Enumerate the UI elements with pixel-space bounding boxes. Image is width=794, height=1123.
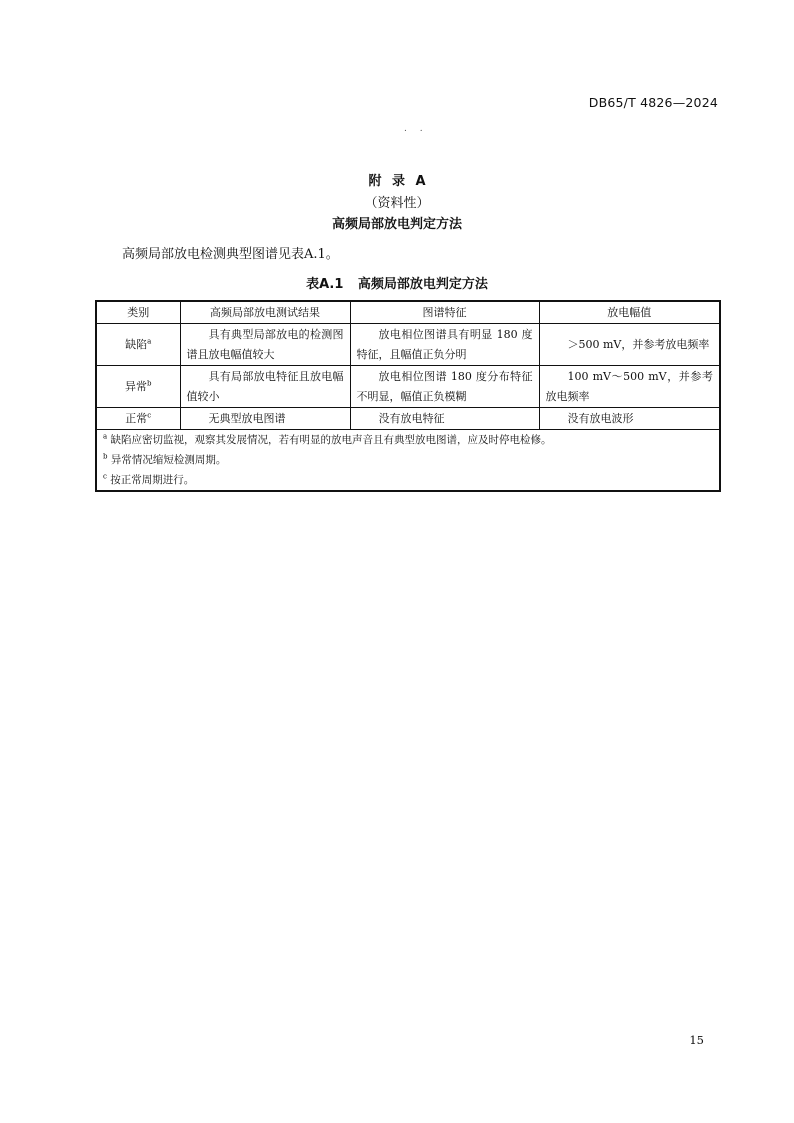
note-mark: c bbox=[103, 472, 107, 481]
cell-feature: 放电相位图谱 180 度分布特征不明显，幅值正负模糊 bbox=[350, 366, 539, 408]
table-row-normal bbox=[96, 408, 720, 430]
table-header-row bbox=[96, 301, 720, 324]
table-notes bbox=[96, 430, 720, 492]
cell-result: 具有局部放电特征且放电幅值较小 bbox=[180, 366, 350, 408]
cell-type bbox=[96, 366, 180, 408]
footnote-mark: c bbox=[147, 410, 152, 419]
table-note bbox=[103, 450, 713, 470]
discharge-judgment-table bbox=[95, 300, 721, 492]
note-text: 按正常周期进行。 bbox=[110, 474, 195, 486]
type-text: 缺陷 bbox=[125, 337, 148, 351]
cell-result: 具有典型局部放电的检测图谱且放电幅值较大 bbox=[180, 324, 350, 366]
footnote-mark: b bbox=[147, 378, 152, 387]
document-code: DB65/T 4826—2024 bbox=[588, 95, 718, 110]
intro-paragraph: 高频局部放电检测典型图谱见表A.1。 bbox=[122, 247, 339, 262]
top-marks: . . bbox=[404, 124, 428, 134]
table-caption: 表A.1 高频局部放电判定方法 bbox=[306, 277, 488, 292]
note-mark: a bbox=[103, 432, 108, 441]
note-text: 异常情况缩短检测周期。 bbox=[110, 454, 227, 466]
cell-feature: 放电相位图谱具有明显 180 度特征，且幅值正负分明 bbox=[350, 324, 539, 366]
header-type: 类别 bbox=[96, 301, 180, 324]
type-text: 异常 bbox=[125, 379, 147, 393]
appendix-title: 高频局部放电判定方法 bbox=[331, 217, 462, 232]
table-note bbox=[103, 470, 713, 490]
page-number: 15 bbox=[689, 1033, 704, 1047]
table-row-defect bbox=[96, 324, 720, 366]
appendix-label: 附 录 A bbox=[368, 174, 426, 189]
cell-amplitude: 100 mV～500 mV，并参考放电频率 bbox=[539, 366, 720, 408]
cell-result: 无典型放电图谱 bbox=[180, 408, 350, 430]
cell-amplitude: ＞500 mV，并参考放电频率 bbox=[539, 324, 720, 366]
cell-amplitude: 没有放电波形 bbox=[539, 408, 720, 430]
note-text: 缺陷应密切监视，观察其发展情况，若有明显的放电声音且有典型放电图谱，应及时停电检修。 bbox=[110, 434, 552, 446]
footnote-mark: a bbox=[147, 336, 152, 345]
appendix-nature: （资料性） bbox=[364, 196, 430, 211]
table-row-abnormal bbox=[96, 366, 720, 408]
header-feature: 图谱特征 bbox=[350, 301, 539, 324]
cell-type bbox=[96, 324, 180, 366]
type-text: 正常 bbox=[125, 411, 148, 425]
table-note bbox=[103, 430, 713, 450]
note-mark: b bbox=[103, 452, 108, 461]
table-notes-row bbox=[96, 430, 720, 492]
cell-type bbox=[96, 408, 180, 430]
header-amplitude: 放电幅值 bbox=[539, 301, 720, 324]
cell-feature: 没有放电特征 bbox=[350, 408, 539, 430]
header-result: 高频局部放电测试结果 bbox=[180, 301, 350, 324]
